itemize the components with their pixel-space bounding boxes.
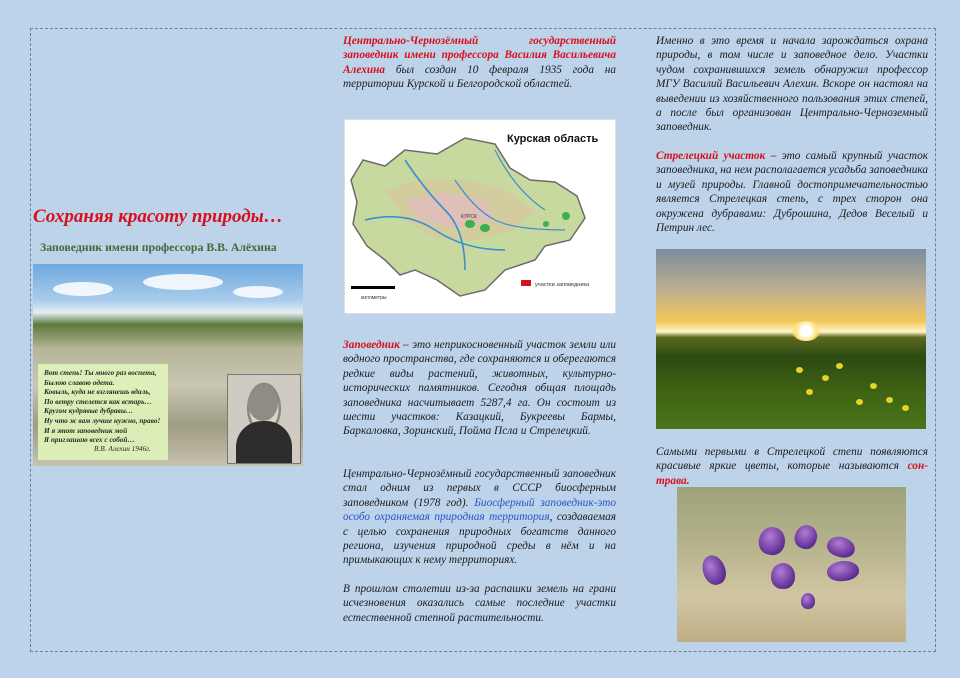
flowers-paragraph [656,445,928,488]
poem-line: Ковыль, куда не взглянешь вдаль, [44,387,151,397]
intro-rest: был создан 10 февраля 1935 года на территории Курской и Белгородской областей. [343,63,616,91]
poem-line: И я этот заповедник мой [44,425,128,435]
reserve-name: Центрально-Чернозёмный государственный заповедник имени профессора Василия Васильевича Алехина [343,35,616,76]
biosphere-paragraph [343,467,616,568]
biosphere-text: Центрально-Чернозёмный государственный заповедник стал одним из первых в СССР биосферным заповедником (1978 год). [343,468,616,509]
poem-line: По ветру стелется как встарь… [44,396,152,406]
map-title: Курская область [507,133,599,145]
strelets-paragraph: Стрелецкий участок – это самый крупный участок заповедника, на нем располагается усадьба заповедника и музей природы. Главной достопримечательностью является Стрелецкая степь, с трех сторон она окружена дубравами: Дуброшина, Дедов Веселый и Петрин лес. [656,150,928,235]
map-city-label: КУРСК [461,214,477,220]
alekhin-portrait [227,374,301,464]
history-continued-paragraph: Именно в это время и начала зарождаться охрана природы, в том числе и заповедное дело. Участки чудом сохранившихся земель обнаружил профессор МГУ Василий Васильевич Алехин. Вскоре он настоял на выведении из хозяйственного пользования этих степей, а после был организован Центрально-Черноземный заповедник. [656,35,928,134]
poem-line: Я приглашаю всех с собой… [44,435,135,445]
map-scale-label: километры [361,295,387,301]
flowers-name: сон-трава. [656,460,928,487]
pasque-flower-photo [677,487,906,642]
map-legend-label: участки заповедника [535,282,590,288]
definition-paragraph: Заповедник – это неприкосновенный участок земли или водного пространства, где сохраняются и оберегаются редкие виды растений, животных, культурно-исторических памятников. Сегодня общая площадь заповедника насчитывает 5287,4 га. Он состоит из шести участков: Казацкий, Букреевы Бармы, Баркаловка, Зоринский, Пойма Псла и Стрелецкий. [343,339,617,438]
strelets-term: Стрелецкий участок [656,150,766,162]
poem-line: Былою славою одета. [44,377,115,387]
flowers-text: Самыми первыми в Стрелецкой степи появляются красивые яркие цветы, которые называются [656,446,928,473]
kursk-map [344,119,616,314]
page-title: Сохраняя красоту природы… [33,206,283,227]
poem-box [38,364,168,460]
page-subtitle: Заповедник имени профессора В.В. Алёхина [40,240,277,254]
definition-term: Заповедник [343,339,400,351]
intro-paragraph [343,34,616,92]
poem-line: Вот степь! Ты много раз воспета, [44,368,157,377]
sunset-steppe-photo [656,249,926,429]
poem-signature: В.В. Алехин 1946г. [94,444,151,454]
strelets-text: это самый крупный участок заповедника, на нем располагается усадьба заповедника и музей природы. Главной достопримечательностью является Стрелецкая степь, с трех сторон она окружена дубравами: Дуброшина, Дедов Веселый и Петрин лес. [656,150,928,235]
biosphere-link[interactable]: Биосферный заповедник-это особо охраняемая природная территория [343,496,617,524]
history-paragraph: В прошлом столетии из-за распашки земель на грани исчезновения оказались самые последние участки естественной степной растительности. [343,583,616,624]
biosphere-rest: , создаваемая с целью сохранения природных богатств данного региона, изучения природной среды в нём и на примыкающих к нему территориях. [343,511,617,567]
definition-text: это неприкосновенный участок земли или водного пространства, где сохраняются и оберегаются редкие виды растений, животных, культурно-исторических памятников. Сегодня общая площадь заповедника насчитывает 5287,4 га. Он состоит из шести участков: Казацкий, Букреевы Бармы, Баркаловка, Зоринский, Пойма Псла и Стрелецкий. [343,339,617,438]
poem-line: Ну что ж вам лучше нужно, право! [44,415,161,425]
poem-line: Кругом кудрявые дубравы… [44,406,134,416]
